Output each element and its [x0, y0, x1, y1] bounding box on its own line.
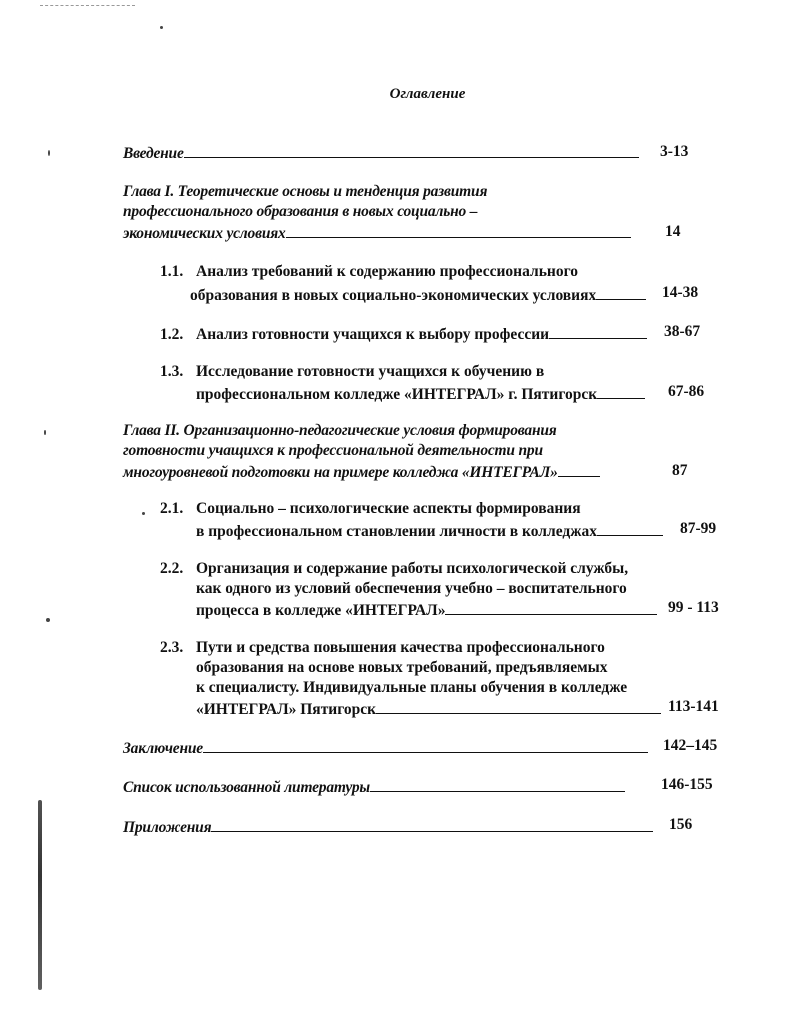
leader-line: [596, 283, 646, 300]
section-2-3-line-2: образования на основе новых требований, предъявляемых: [196, 659, 608, 676]
chapter2-title-line-1: Глава II. Организационно-педагогические условия формирования: [123, 422, 557, 439]
toc-title: Оглавление: [389, 86, 466, 102]
scan-artifact-rule: [40, 5, 135, 7]
section-2-2-line-2: как одного из условий обеспечения учебно – воспитательного: [196, 580, 627, 597]
chapter2-title-line-2: готовности учащихся к профессиональной деятельности при: [123, 442, 543, 459]
section-1-3: [160, 362, 544, 382]
section-2-3-pages: 113-141: [668, 698, 719, 715]
toc-conclusion-label: Заключение: [123, 740, 203, 757]
section-2-2-pages: 99 - 113: [668, 599, 719, 616]
toc-references-pages: 146-155: [661, 776, 713, 793]
section-2-3: [160, 638, 605, 658]
scan-speck: [46, 618, 50, 622]
chapter1-pages: 14: [665, 223, 681, 240]
leader-line: [184, 141, 639, 158]
section-2-2-line-3: процесса в колледже «ИНТЕГРАЛ»: [196, 602, 446, 619]
chapter2-title-line-3-text: многоуровневой подготовки на примере колледжа «ИНТЕГРАЛ»: [123, 464, 558, 481]
section-2-1-pages: 87-99: [680, 520, 717, 537]
section-2-2-cont-2: [196, 598, 657, 621]
toc-conclusion-pages: 142–145: [663, 737, 718, 754]
toc-appendix-label: Приложения: [123, 819, 212, 836]
scan-speck: [160, 26, 163, 29]
leader-line: [376, 697, 661, 714]
toc-intro-pages: 3-13: [660, 143, 689, 160]
scan-speck: [48, 150, 50, 156]
section-1-1: [160, 262, 578, 282]
chapter2-title-line-3: [123, 460, 600, 483]
scan-speck: [44, 430, 46, 435]
section-1-3-number: 1.3.: [160, 363, 184, 380]
section-2-3-number: 2.3.: [160, 639, 184, 656]
leader-line: [211, 815, 653, 832]
toc-intro-label: Введение: [123, 145, 184, 162]
section-2-3-cont-2: [196, 678, 627, 698]
section-1-1-number: 1.1.: [160, 263, 184, 280]
section-2-1-cont: [196, 519, 663, 542]
toc-references-label: Список использованной литературы: [123, 779, 370, 796]
section-1-2-line-1: Анализ готовности учащихся к выбору профессии: [196, 326, 550, 343]
leader-line: [203, 736, 648, 753]
section-1-2-number: 1.2.: [160, 326, 184, 343]
leader-line: [286, 221, 631, 238]
leader-line: [370, 775, 625, 792]
leader-line: [558, 460, 600, 477]
section-2-3-line-4: «ИНТЕГРАЛ» Пятигорск: [196, 701, 377, 718]
section-2-3-cont-1: [196, 658, 608, 678]
section-2-1-number: 2.1.: [160, 500, 184, 517]
section-2-2: [160, 559, 628, 579]
leader-line: [597, 519, 663, 536]
toc-appendix-pages: 156: [669, 816, 693, 833]
section-1-3-line-2: профессиональном колледже «ИНТЕГРАЛ» г. Пятигорск: [196, 386, 598, 403]
scan-speck: [142, 512, 145, 515]
chapter2-pages: 87: [672, 462, 688, 479]
section-1-1-line-2: образования в новых социально-экономических условиях: [190, 287, 597, 304]
chapter1-title-line-2: профессионального образования в новых социально –: [123, 203, 478, 220]
leader-line: [549, 322, 647, 339]
section-2-1: [160, 499, 581, 519]
chapter1-title-line-1: Глава I. Теоретические основы и тенденция развития: [123, 183, 488, 200]
section-2-3-cont-3: [196, 697, 661, 720]
section-2-2-cont-1: [196, 579, 627, 599]
section-1-1-line-1: Анализ требований к содержанию профессионального: [196, 263, 578, 280]
section-2-1-line-2: в профессиональном становлении личности в колледжах: [196, 523, 597, 540]
section-1-2-pages: 38-67: [664, 323, 701, 340]
section-1-3-pages: 67-86: [668, 383, 705, 400]
toc-appendix: [123, 815, 653, 838]
toc-intro: [123, 141, 639, 164]
section-2-3-line-1: Пути и средства повышения качества профессионального: [196, 639, 605, 656]
section-1-1-pages: 14-38: [662, 284, 699, 301]
section-2-1-line-1: Социально – психологические аспекты формирования: [196, 500, 581, 517]
chapter1-title-line-3: [123, 221, 631, 244]
section-1-1-cont: [190, 283, 646, 306]
section-2-2-line-1: Организация и содержание работы психологической службы,: [196, 560, 629, 577]
leader-line: [597, 382, 645, 399]
toc-references: [123, 775, 625, 798]
section-2-3-line-3: к специалисту. Индивидуальные планы обучения в колледже: [196, 679, 628, 696]
toc-conclusion: [123, 736, 648, 759]
scan-artifact-edge: [38, 800, 42, 990]
section-1-2: [160, 322, 647, 345]
chapter1-title-line-3-text: экономических условиях: [123, 225, 286, 242]
section-1-3-cont: [196, 382, 645, 405]
section-1-3-line-1: Исследование готовности учащихся к обучению в: [196, 363, 545, 380]
leader-line: [445, 598, 657, 615]
section-2-2-number: 2.2.: [160, 560, 184, 577]
